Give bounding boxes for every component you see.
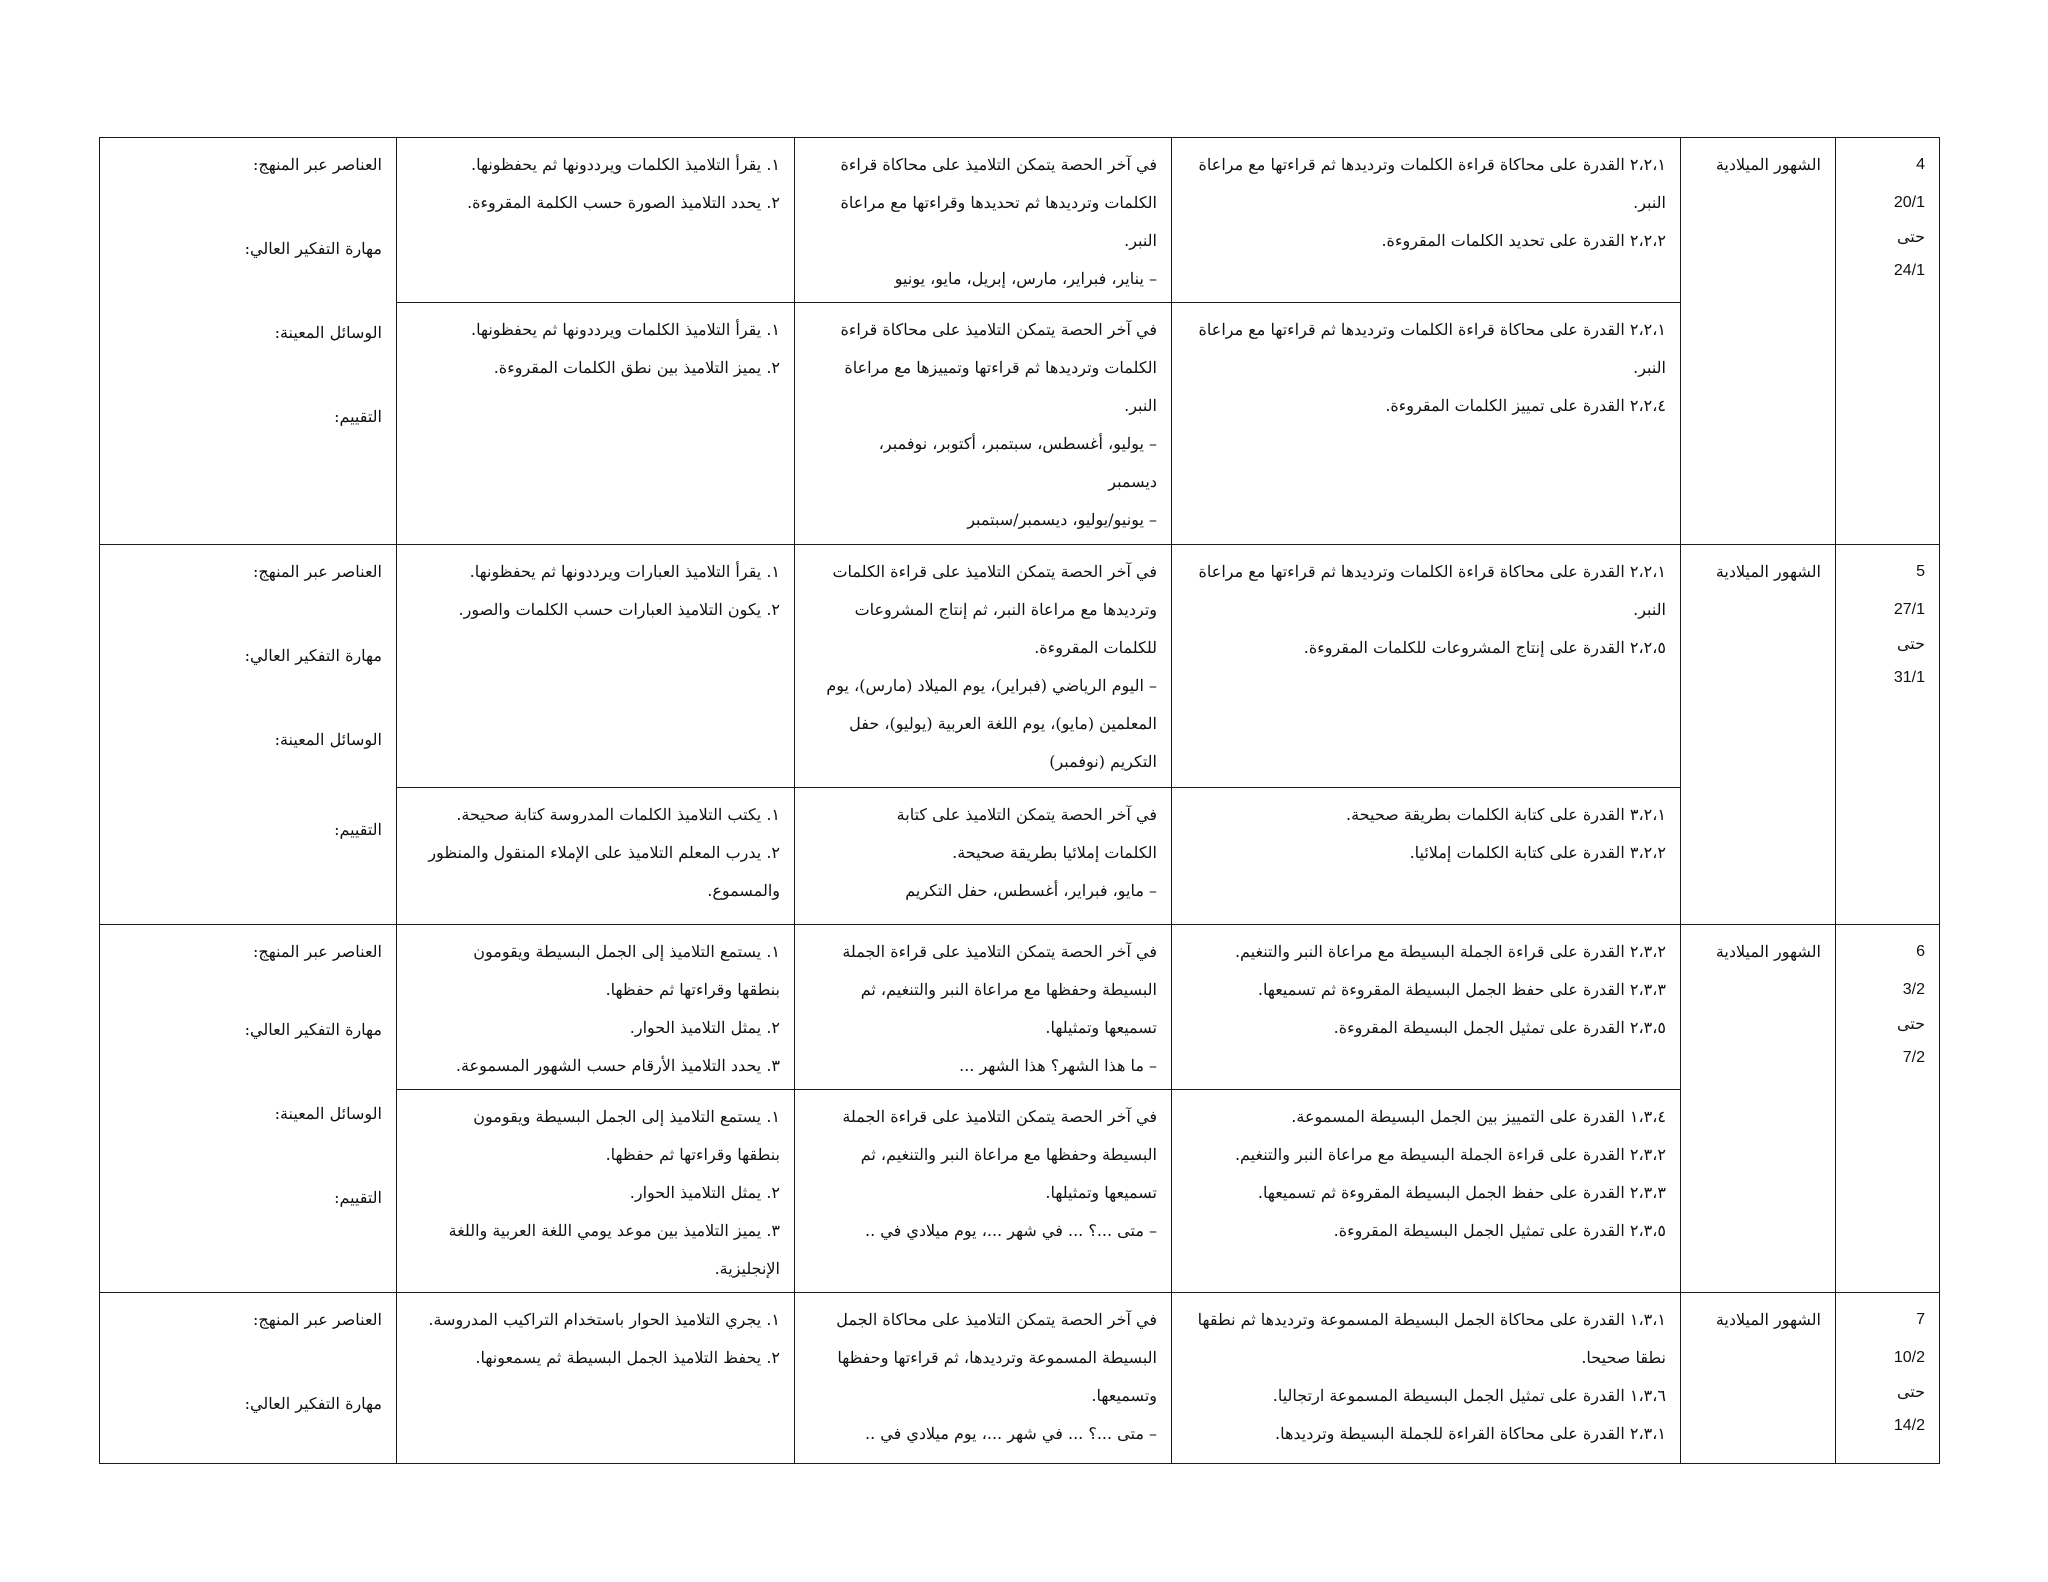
objectives-cell: في آخر الحصة يتمكن التلاميذ على محاكاة قراءة الكلمات وترديدها ثم قراءتها وتمييزها مع مراعاة النبر. – يوليو، أغسطس، سبتمبر، أكتوبر، نوفمبر، ديسمبر – يونيو/يوليو، ديسمبر/سبتمبر <box>795 303 1172 545</box>
objectives-cell: في آخر الحصة يتمكن التلاميذ على قراءة الجملة البسيطة وحفظها مع مراعاة النبر والتنغيم، ثم تسميعها وتمثيلها. – متى ...؟ ... في شهر ...، يوم ميلادي في .. <box>795 1090 1172 1293</box>
standards-cell: ٣،٢،١ القدرة على كتابة الكلمات بطريقة صحيحة. ٣،٢،٢ القدرة على كتابة الكلمات إملائيا. <box>1172 788 1681 925</box>
week-cell <box>1836 138 1940 545</box>
week-end-date: 7/2 <box>1902 1049 1925 1066</box>
week-number: 6 <box>1916 943 1925 960</box>
objectives-cell: في آخر الحصة يتمكن التلاميذ على محاكاة الجمل البسيطة المسموعة وترديدها، ثم قراءتها وحفظها وتسميعها. – متى ...؟ ... في شهر ...، يوم ميلادي في .. <box>795 1293 1172 1464</box>
activities-cell: ١. يستمع التلاميذ إلى الجمل البسيطة ويقومون بنطقها وقراءتها ثم حفظها. ٢. يمثل التلاميذ الحوار. ٣. يميز التلاميذ بين موعد يومي اللغة العربية واللغة الإنجليزية. <box>397 1090 795 1293</box>
elements-cell: العناصر عبر المنهج: مهارة التفكير العالي: الوسائل المعينة: التقييم: <box>100 545 397 925</box>
week-cell <box>1836 1293 1940 1464</box>
objectives-cell: في آخر الحصة يتمكن التلاميذ على كتابة الكلمات إملائيا بطريقة صحيحة. – مايو، فبراير، أغسطس، حفل التكريم <box>795 788 1172 925</box>
objectives-cell: في آخر الحصة يتمكن التلاميذ على محاكاة قراءة الكلمات وترديدها ثم تحديدها وقراءتها مع مراعاة النبر. – يناير، فبراير، مارس، إبريل، مايو، يونيو <box>795 138 1172 303</box>
week-start-date: 27/1 <box>1893 601 1925 618</box>
week-end-date: 24/1 <box>1893 262 1925 279</box>
objectives-cell: في آخر الحصة يتمكن التلاميذ على قراءة الكلمات وترديدها مع مراعاة النبر، ثم إنتاج المشروعات للكلمات المقروءة. – اليوم الرياضي (فبراير)، يوم الميلاد (مارس)، يوم المعلمين (مايو)، يوم اللغة العربية (يوليو)، حفل التكريم (نوفمبر) <box>795 545 1172 788</box>
table-row <box>100 925 1940 1090</box>
table-row <box>100 545 1940 788</box>
week-start-date: 10/2 <box>1893 1349 1925 1366</box>
until-label: حتى <box>1896 227 1925 246</box>
standards-cell: ١،٣،٤ القدرة على التمييز بين الجمل البسيطة المسموعة. ٢،٣،٢ القدرة على قراءة الجملة البسيطة مع مراعاة النبر والتنغيم. ٢،٣،٣ القدرة على حفظ الجمل البسيطة المقروءة ثم تسميعها. ٢،٣،٥ القدرة على تمثيل الجمل البسيطة المقروءة. <box>1172 1090 1681 1293</box>
topic-cell: الشهور الميلادية <box>1681 545 1836 925</box>
standards-cell: ٢،٢،١ القدرة على محاكاة قراءة الكلمات وترديدها ثم قراءتها مع مراعاة النبر. ٢،٢،٤ القدرة على تمييز الكلمات المقروءة. <box>1172 303 1681 545</box>
elements-cell: العناصر عبر المنهج: مهارة التفكير العالي: الوسائل المعينة: التقييم: <box>100 138 397 545</box>
standards-cell: ٢،٣،٢ القدرة على قراءة الجملة البسيطة مع مراعاة النبر والتنغيم. ٢،٣،٣ القدرة على حفظ الجمل البسيطة المقروءة ثم تسميعها. ٢،٣،٥ القدرة على تمثيل الجمل البسيطة المقروءة. <box>1172 925 1681 1090</box>
activities-cell: ١. يقرأ التلاميذ العبارات ويرددونها ثم يحفظونها. ٢. يكون التلاميذ العبارات حسب الكلمات والصور. <box>397 545 795 788</box>
activities-cell: ١. يجري التلاميذ الحوار باستخدام التراكيب المدروسة. ٢. يحفظ التلاميذ الجمل البسيطة ثم يسمعونها. <box>397 1293 795 1464</box>
activities-cell: ١. يقرأ التلاميذ الكلمات ويرددونها ثم يحفظونها. ٢. يميز التلاميذ بين نطق الكلمات المقروءة. <box>397 303 795 545</box>
topic-cell: الشهور الميلادية <box>1681 1293 1836 1464</box>
week-start-date: 3/2 <box>1902 981 1925 998</box>
lesson-plan-sheet <box>100 137 1940 1457</box>
lesson-plan-table <box>99 137 1940 1464</box>
week-cell <box>1836 545 1940 925</box>
activities-cell: ١. يكتب التلاميذ الكلمات المدروسة كتابة صحيحة. ٢. يدرب المعلم التلاميذ على الإملاء المنقول والمنظور والمسموع. <box>397 788 795 925</box>
table-row <box>100 138 1940 303</box>
standards-cell: ٢،٢،١ القدرة على محاكاة قراءة الكلمات وترديدها ثم قراءتها مع مراعاة النبر. ٢،٢،٢ القدرة على تحديد الكلمات المقروءة. <box>1172 138 1681 303</box>
week-cell <box>1836 925 1940 1293</box>
until-label: حتى <box>1896 1014 1925 1033</box>
until-label: حتى <box>1896 634 1925 653</box>
topic-cell: الشهور الميلادية <box>1681 138 1836 545</box>
week-end-date: 31/1 <box>1893 669 1925 686</box>
week-end-date: 14/2 <box>1893 1417 1925 1434</box>
week-number: 7 <box>1916 1311 1925 1328</box>
objectives-cell: في آخر الحصة يتمكن التلاميذ على قراءة الجملة البسيطة وحفظها مع مراعاة النبر والتنغيم، ثم تسميعها وتمثيلها. – ما هذا الشهر؟ هذا الشهر ... <box>795 925 1172 1090</box>
week-number: 4 <box>1916 156 1925 173</box>
until-label: حتى <box>1896 1382 1925 1401</box>
elements-cell: العناصر عبر المنهج: مهارة التفكير العالي: <box>100 1293 397 1464</box>
activities-cell: ١. يستمع التلاميذ إلى الجمل البسيطة ويقومون بنطقها وقراءتها ثم حفظها. ٢. يمثل التلاميذ الحوار. ٣. يحدد التلاميذ الأرقام حسب الشهور المسموعة. <box>397 925 795 1090</box>
elements-cell: العناصر عبر المنهج: مهارة التفكير العالي: الوسائل المعينة: التقييم: <box>100 925 397 1293</box>
table-row <box>100 1293 1940 1464</box>
topic-cell: الشهور الميلادية <box>1681 925 1836 1293</box>
standards-cell: ١،٣،١ القدرة على محاكاة الجمل البسيطة المسموعة وترديدها ثم نطقها نطقا صحيحا. ١،٣،٦ القدرة على تمثيل الجمل البسيطة المسموعة ارتجاليا. ٢،٣،١ القدرة على محاكاة القراءة للجملة البسيطة وترديدها. <box>1172 1293 1681 1464</box>
week-start-date: 20/1 <box>1893 194 1925 211</box>
week-number: 5 <box>1916 563 1925 580</box>
standards-cell: ٢،٢،١ القدرة على محاكاة قراءة الكلمات وترديدها ثم قراءتها مع مراعاة النبر. ٢،٢،٥ القدرة على إنتاج المشروعات للكلمات المقروءة. <box>1172 545 1681 788</box>
activities-cell: ١. يقرأ التلاميذ الكلمات ويرددونها ثم يحفظونها. ٢. يحدد التلاميذ الصورة حسب الكلمة المقروءة. <box>397 138 795 303</box>
